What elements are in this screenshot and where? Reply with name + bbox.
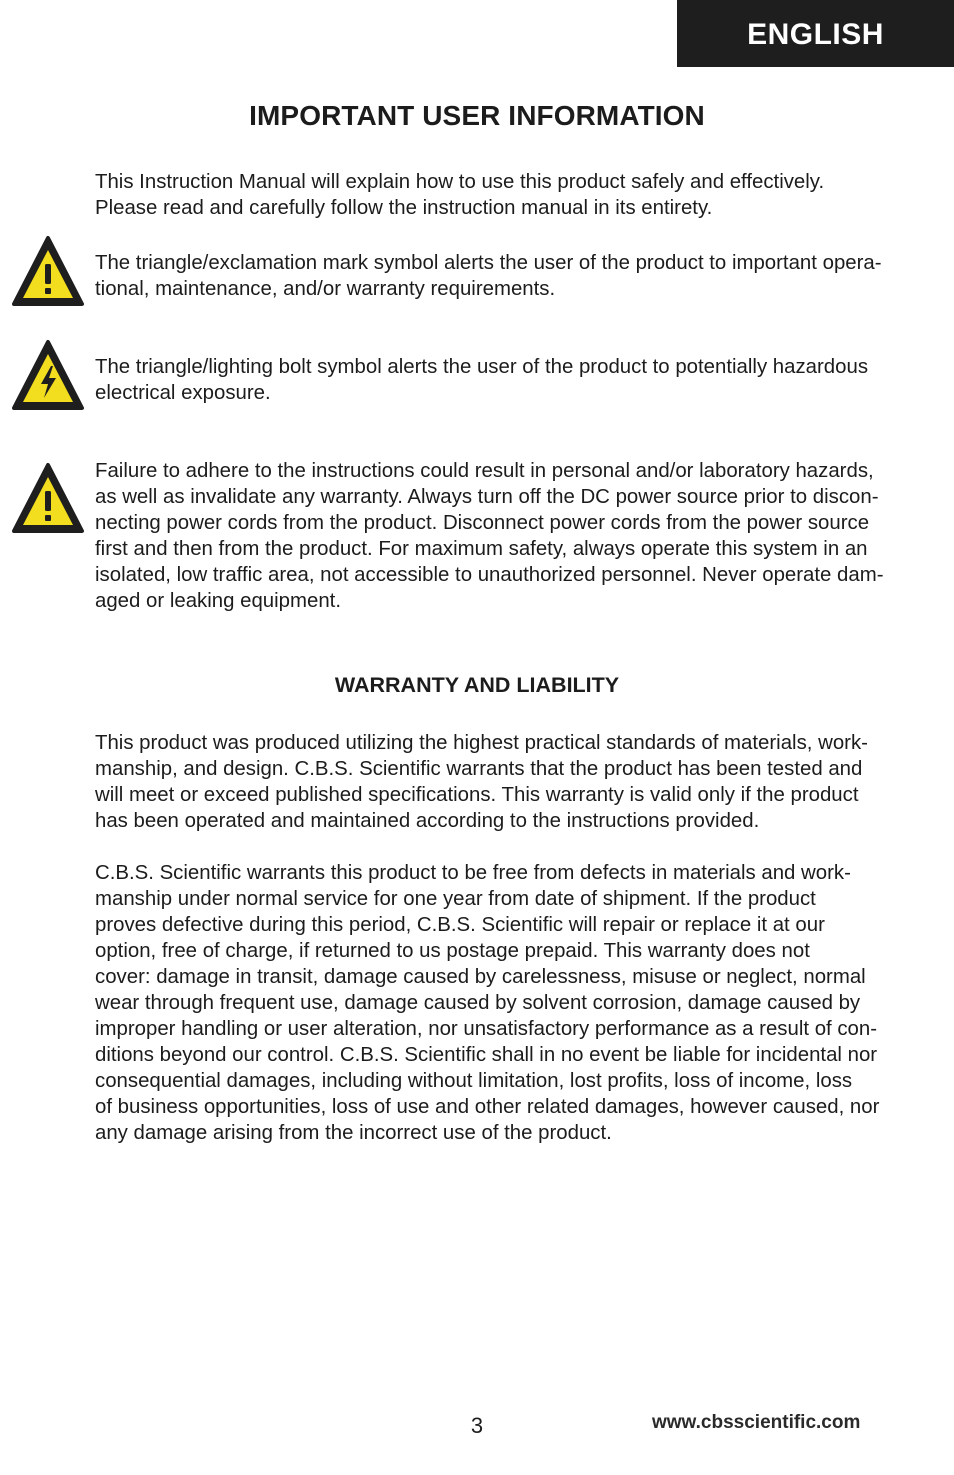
text-line: aged or leaking equipment. xyxy=(95,590,341,612)
page-title: IMPORTANT USER INFORMATION xyxy=(249,100,705,131)
text-line: of business opportunities, loss of use and other related damages, however caused, nor xyxy=(95,1096,880,1118)
text-line: electrical exposure. xyxy=(95,382,271,404)
text-line: ditions beyond our control. C.B.S. Scientific shall in no event be liable for incidental nor xyxy=(95,1044,878,1066)
warning-exclamation-icon xyxy=(11,460,85,538)
page-number: 3 xyxy=(470,1413,484,1438)
warranty-paragraph-2 xyxy=(95,860,945,1146)
failure-notice xyxy=(95,458,945,614)
text-line: consequential damages, including without limitation, lost profits, loss of income, loss xyxy=(95,1070,853,1092)
language-tab: ENGLISH xyxy=(677,0,954,67)
electrical-hazard-icon xyxy=(11,337,85,415)
text-line: Please read and carefully follow the instruction manual in its entirety. xyxy=(95,197,713,219)
text-line: This Instruction Manual will explain how to use this product safely and effectively. xyxy=(95,171,825,193)
text-line: cover: damage in transit, damage caused by carelessness, misuse or neglect, normal xyxy=(95,966,866,988)
text-line: Failure to adhere to the instructions could result in personal and/or laboratory hazards, xyxy=(95,460,874,482)
text-line: C.B.S. Scientific warrants this product to be free from defects in materials and work- xyxy=(95,862,851,884)
text-line: as well as invalidate any warranty. Always turn off the DC power source prior to discon- xyxy=(95,486,879,508)
text-line: manship under normal service for one year from date of shipment. If the product xyxy=(95,888,816,910)
text-line: This product was produced utilizing the highest practical standards of materials, work- xyxy=(95,732,868,754)
text-line: The triangle/lighting bolt symbol alerts the user of the product to potentially hazardous xyxy=(95,356,869,378)
text-line: manship, and design. C.B.S. Scientific warrants that the product has been tested and xyxy=(95,758,863,780)
text-line: will meet or exceed published specifications. This warranty is valid only if the product xyxy=(95,784,859,806)
warning-exclamation-icon xyxy=(11,233,85,311)
warranty-paragraph-1 xyxy=(95,730,945,834)
exclamation-notice xyxy=(95,250,945,302)
text-line: The triangle/exclamation mark symbol alerts the user of the product to important opera- xyxy=(95,252,882,274)
website-url: www.cbsscientific.com xyxy=(652,1412,861,1433)
text-line: necting power cords from the product. Disconnect power cords from the power source xyxy=(95,512,870,534)
text-line: proves defective during this period, C.B.S. Scientific will repair or replace it at our xyxy=(95,914,825,936)
text-line: has been operated and maintained according to the instructions provided. xyxy=(95,810,760,832)
text-line: option, free of charge, if returned to us postage prepaid. This warranty does not xyxy=(95,940,810,962)
text-line: first and then from the product. For maximum safety, always operate this system in an xyxy=(95,538,868,560)
text-line: wear through frequent use, damage caused by solvent corrosion, damage caused by xyxy=(95,992,861,1014)
text-line: improper handling or user alteration, nor unsatisfactory performance as a result of con- xyxy=(95,1018,878,1040)
text-line: tional, maintenance, and/or warranty requirements. xyxy=(95,278,556,300)
warranty-section-title: WARRANTY AND LIABILITY xyxy=(334,673,620,697)
lightning-notice xyxy=(95,354,945,406)
text-line: isolated, low traffic area, not accessible to unauthorized personnel. Never operate dam- xyxy=(95,564,884,586)
intro-paragraph xyxy=(95,169,945,221)
text-line: any damage arising from the incorrect use of the product. xyxy=(95,1122,612,1144)
